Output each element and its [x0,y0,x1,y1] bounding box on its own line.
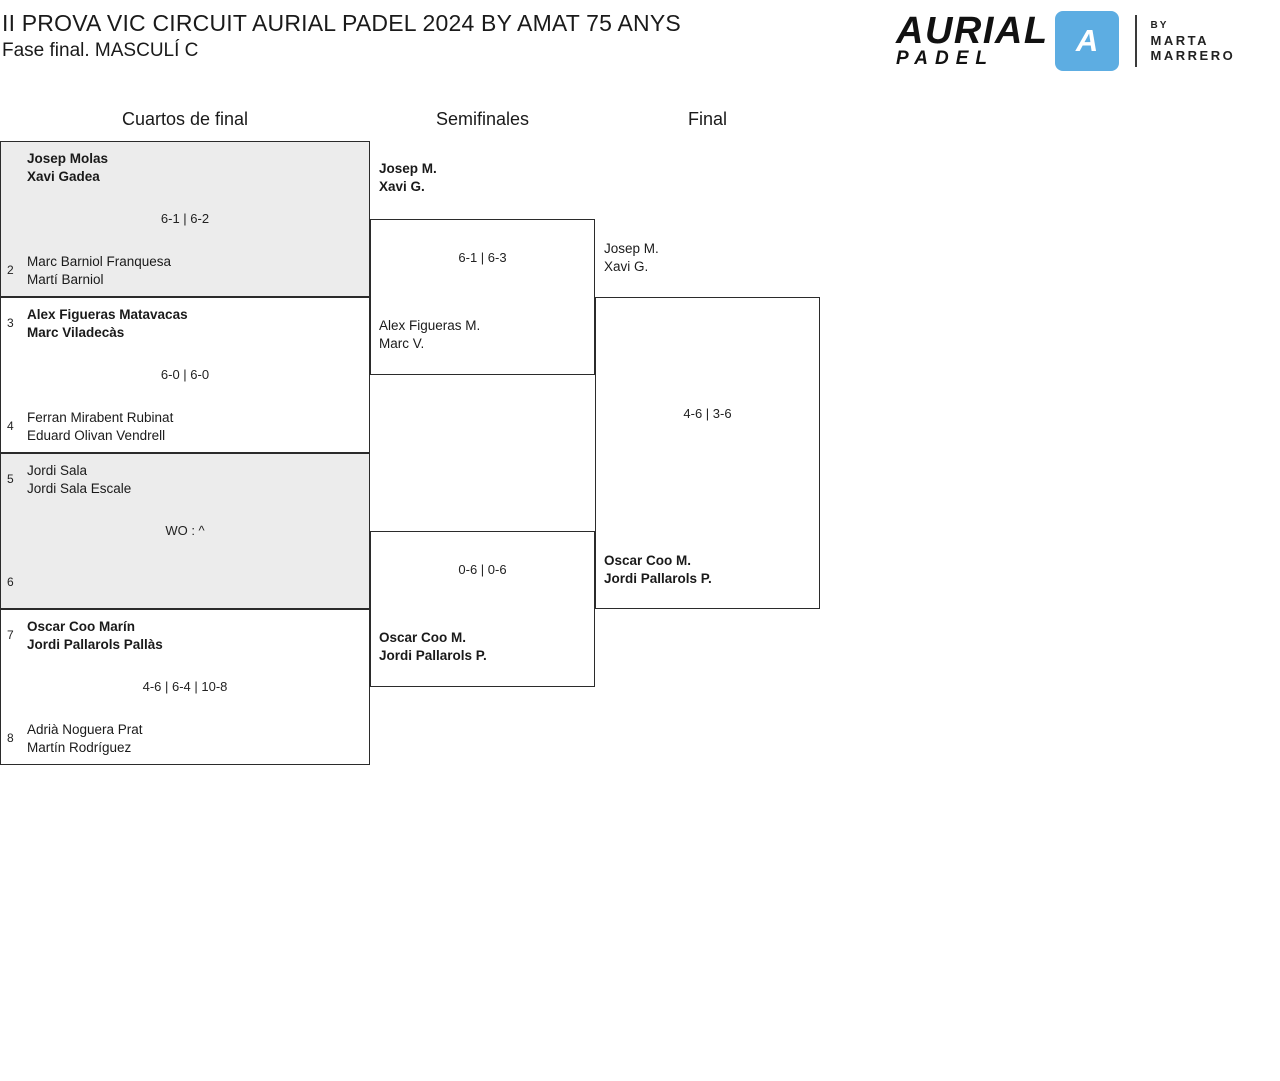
team-player: Alex Figueras M. [379,318,481,333]
match-quarterfinal-3[interactable] [0,453,370,609]
team-player: Jordi Sala Escale [27,481,132,496]
seed-number: 2 [7,263,14,277]
round-header-quarterfinals: Cuartos de final [121,109,249,129]
team-player: Oscar Coo M. [604,553,692,568]
match-score: 4-6 | 6-4 | 10-8 [142,679,228,694]
team-player: Xavi G. [379,179,425,194]
team-player: Ferran Mirabent Rubinat [27,410,174,425]
team-player: Jordi Pallarols P. [604,571,712,586]
logo-badge-letter: A [1075,23,1098,58]
team-player: Marc V. [379,336,425,351]
match-score: 0-6 | 0-6 [458,562,507,577]
logo-word-sub: PADEL [896,48,994,69]
seed-number: 3 [7,316,14,330]
team-player: Xavi G. [604,259,649,274]
team-player: Jordi Sala [27,463,88,478]
team-player: Adrià Noguera Prat [27,722,143,737]
logo-word-main: AURIAL [896,10,1049,52]
team-player: Xavi Gadea [27,169,100,184]
match-final[interactable] [595,241,820,609]
match-score: 6-0 | 6-0 [160,367,210,382]
team-player: Jordi Pallarols P. [379,648,487,663]
team-player: Jordi Pallarols Pallàs [27,637,163,652]
logo-byline-first: MARTA [1150,33,1210,48]
round-header-final: Final [687,109,727,129]
seed-number: 6 [7,575,14,589]
team-player: Martín Rodríguez [27,740,132,755]
team-player: Alex Figueras Matavacas [27,307,188,322]
round-header-semifinals: Semifinales [435,109,530,129]
phase-subtitle: Fase final. MASCULÍ C [2,40,199,61]
team-player: Oscar Coo M. [379,630,467,645]
match-quarterfinal-2[interactable] [0,297,370,453]
seed-number: 7 [7,628,14,642]
match-quarterfinal-1[interactable] [0,141,370,297]
match-score: 4-6 | 3-6 [683,406,732,421]
team-player: Josep M. [604,241,659,256]
team-player: Josep M. [379,161,437,176]
team-player: Josep Molas [27,151,109,166]
match-quarterfinal-4[interactable] [0,609,370,765]
page-title: II PROVA VIC CIRCUIT AURIAL PADEL 2024 BY AMAT 75 ANYS [2,10,681,36]
team-player: Eduard Olivan Vendrell [27,428,166,443]
seed-number: 5 [7,472,14,486]
match-score: 6-1 | 6-2 [160,211,210,226]
team-player: Oscar Coo Marín [27,619,136,634]
team-player: Marc Barniol Franquesa [27,254,172,269]
seed-number: 4 [7,419,14,433]
team-player: Marc Viladecàs [27,325,125,340]
match-score: 6-1 | 6-3 [458,250,507,265]
seed-number: 8 [7,731,14,745]
match-semifinal-2[interactable] [370,531,595,687]
logo-byline-last: MARRERO [1150,48,1236,63]
team-player: Martí Barniol [27,272,104,287]
logo-byline-by: BY [1150,20,1169,31]
match-semifinal-1[interactable] [370,161,595,375]
match-score: WO : ^ [165,523,205,538]
